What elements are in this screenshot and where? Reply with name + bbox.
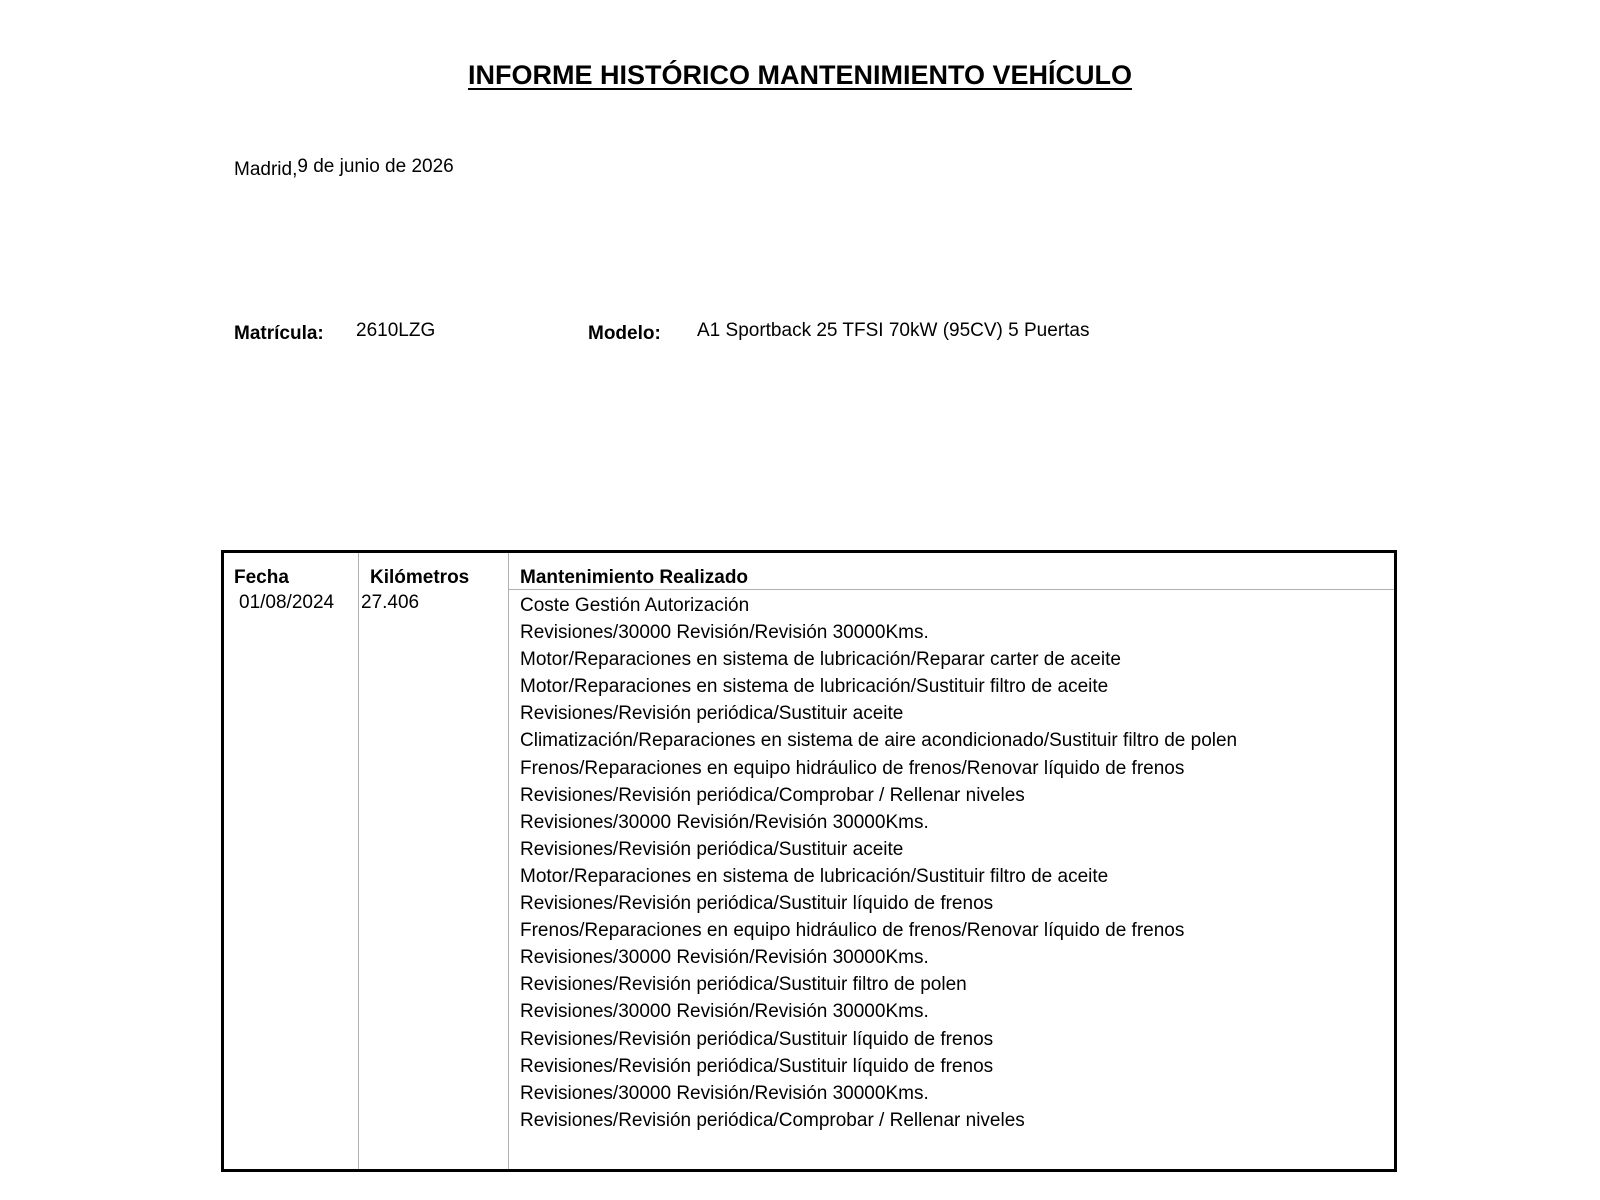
maintenance-item: Revisiones/Revisión periódica/Comprobar / Rellenar niveles <box>520 1109 1025 1131</box>
maintenance-item: Revisiones/Revisión periódica/Sustituir líquido de frenos <box>520 893 994 915</box>
maintenance-item: Frenos/Reparaciones en equipo hidráulico de frenos/Renovar líquido de frenos <box>520 757 1185 779</box>
report-title: INFORME HISTÓRICO MANTENIMIENTO VEHÍCULO <box>467 60 1132 90</box>
maintenance-item: Motor/Reparaciones en sistema de lubricación/Sustituir filtro de aceite <box>520 676 1109 698</box>
row-km: 27.406 <box>361 592 420 613</box>
plate-label: Matrícula: <box>234 323 324 344</box>
maintenance-item: Revisiones/30000 Revisión/Revisión 30000Kms. <box>520 947 929 969</box>
row-date: 01/08/2024 <box>239 592 335 613</box>
maintenance-item: Revisiones/Revisión periódica/Comprobar / Rellenar niveles <box>520 784 1025 806</box>
report-date: 9 de junio de 2026 <box>297 156 454 177</box>
maintenance-item: Coste Gestión Autorización <box>520 595 750 616</box>
maintenance-list <box>520 592 1240 1134</box>
plate-value: 2610LZG <box>356 320 436 341</box>
maintenance-item: Frenos/Reparaciones en equipo hidráulico de frenos/Renovar líquido de frenos <box>520 920 1185 942</box>
place-date <box>234 156 454 178</box>
place: Madrid, <box>234 159 298 180</box>
header-divider <box>508 589 1394 590</box>
column-divider <box>358 553 359 1169</box>
header-date: Fecha <box>234 567 289 588</box>
header-maintenance: Mantenimiento Realizado <box>520 567 749 588</box>
model-label: Modelo: <box>588 323 661 344</box>
header-km: Kilómetros <box>370 567 470 588</box>
maintenance-item: Revisiones/30000 Revisión/Revisión 30000Kms. <box>520 622 929 644</box>
model-value: A1 Sportback 25 TFSI 70kW (95CV) 5 Puertas <box>697 320 1090 341</box>
maintenance-item: Revisiones/Revisión periódica/Sustituir filtro de polen <box>520 974 967 996</box>
column-divider <box>508 553 509 1169</box>
maintenance-item: Revisiones/Revisión periódica/Sustituir aceite <box>520 838 904 860</box>
maintenance-item: Revisiones/Revisión periódica/Sustituir líquido de frenos <box>520 1055 994 1077</box>
maintenance-item: Revisiones/Revisión periódica/Sustituir líquido de frenos <box>520 1028 994 1050</box>
maintenance-item: Motor/Reparaciones en sistema de lubricación/Reparar carter de aceite <box>520 649 1121 671</box>
maintenance-item: Motor/Reparaciones en sistema de lubricación/Sustituir filtro de aceite <box>520 865 1109 887</box>
maintenance-item: Revisiones/Revisión periódica/Sustituir aceite <box>520 703 904 725</box>
maintenance-item: Revisiones/30000 Revisión/Revisión 30000Kms. <box>520 1082 929 1104</box>
maintenance-item: Revisiones/30000 Revisión/Revisión 30000Kms. <box>520 1001 929 1023</box>
maintenance-table <box>221 550 1397 1172</box>
maintenance-item: Revisiones/30000 Revisión/Revisión 30000Kms. <box>520 811 929 833</box>
maintenance-item: Climatización/Reparaciones en sistema de aire acondicionado/Sustituir filtro de polen <box>520 730 1238 752</box>
